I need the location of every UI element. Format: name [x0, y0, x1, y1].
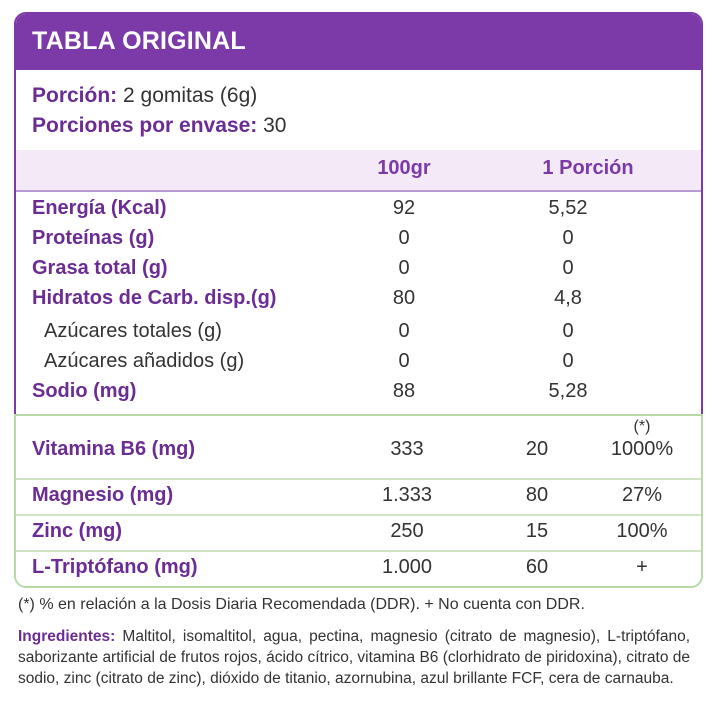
vitamin-name: Magnesio (mg) [32, 484, 174, 506]
serving-info [16, 70, 701, 152]
value-portion: 20 [525, 438, 549, 460]
value-100g: 0 [398, 257, 410, 279]
ddr-percent: 27% [621, 484, 663, 506]
nutrient-name: Grasa total (g) [32, 257, 168, 279]
ddr-percent: 100% [616, 520, 668, 542]
value-100g: 1.000 [381, 556, 433, 578]
nutrient-name: Hidratos de Carb. disp.(g) [32, 287, 277, 309]
table-row [16, 318, 701, 348]
nutrient-name: Energía (Kcal) [32, 197, 167, 219]
value-100g: 250 [390, 520, 424, 542]
table-row [16, 285, 701, 315]
column-headers [16, 150, 701, 192]
serving-size-label: Porción: [32, 84, 118, 107]
ingredients-label: Ingredientes: [18, 628, 116, 645]
vitamin-name: L-Triptófano (mg) [32, 556, 198, 578]
ddr-marker: (*) [633, 418, 651, 435]
value-portion: 0 [562, 227, 574, 249]
ingredients-text: Maltitol, isomaltitol, agua, pectina, magnesio (citrato de magnesio), L-triptófano, saborizante artificial de frutos rojos, ácido cítrico, vitamina B6 (clorhidrato de piridoxina), citrato de sodio, zinc (citrato de zinc), dióxido de titanio, azornubina, azul brillante FCF, cera de carnauba. [18, 628, 690, 687]
value-100g: 0 [398, 227, 410, 249]
nutrient-name: Azúcares añadidos (g) [44, 350, 245, 372]
table-row [16, 348, 701, 378]
table-row [16, 480, 701, 516]
value-100g: 0 [398, 350, 410, 372]
table-title: TABLA ORIGINAL [32, 27, 246, 55]
serving-size-value: 2 gomitas (6g) [123, 84, 258, 107]
servings-per-pack-value: 30 [263, 114, 287, 137]
value-portion: 0 [562, 320, 574, 342]
value-portion: 4,8 [554, 287, 582, 309]
value-portion: 0 [562, 350, 574, 372]
value-portion: 60 [525, 556, 549, 578]
value-portion: 5,52 [548, 197, 588, 219]
table-row [16, 378, 701, 408]
value-100g: 80 [392, 287, 416, 309]
servings-per-pack-row [32, 114, 286, 138]
ddr-percent: 1000% [610, 438, 674, 460]
value-100g: 333 [390, 438, 424, 460]
nutrient-name: Azúcares totales (g) [44, 320, 222, 342]
ingredients [18, 626, 690, 689]
value-portion: 5,28 [548, 380, 588, 402]
nutrient-name: Sodio (mg) [32, 380, 137, 402]
ddr-footnote: (*) % en relación a la Dosis Diaria Recomendada (DDR). + No cuenta con DDR. [18, 596, 585, 613]
value-portion: 0 [562, 257, 574, 279]
column-header-portion: 1 Porción [542, 157, 634, 179]
servings-per-pack-label: Porciones por envase: [32, 114, 258, 137]
nutrient-name: Proteínas (g) [32, 227, 155, 249]
value-100g: 0 [398, 320, 410, 342]
table-header [16, 14, 701, 70]
table-row [16, 195, 701, 225]
value-portion: 80 [525, 484, 549, 506]
value-100g: 92 [392, 197, 416, 219]
value-portion: 15 [525, 520, 549, 542]
vitamins-table [14, 414, 703, 588]
table-row [16, 225, 701, 255]
table-row [16, 416, 701, 480]
table-row [16, 255, 701, 285]
ddr-percent: + [636, 556, 648, 578]
vitamin-name: Zinc (mg) [32, 520, 122, 542]
table-row [16, 552, 701, 588]
value-100g: 88 [392, 380, 416, 402]
value-100g: 1.333 [381, 484, 433, 506]
table-row [16, 516, 701, 552]
vitamin-name: Vitamina B6 (mg) [32, 438, 195, 460]
column-header-100g: 100gr [377, 157, 431, 179]
serving-size-row [32, 84, 257, 108]
